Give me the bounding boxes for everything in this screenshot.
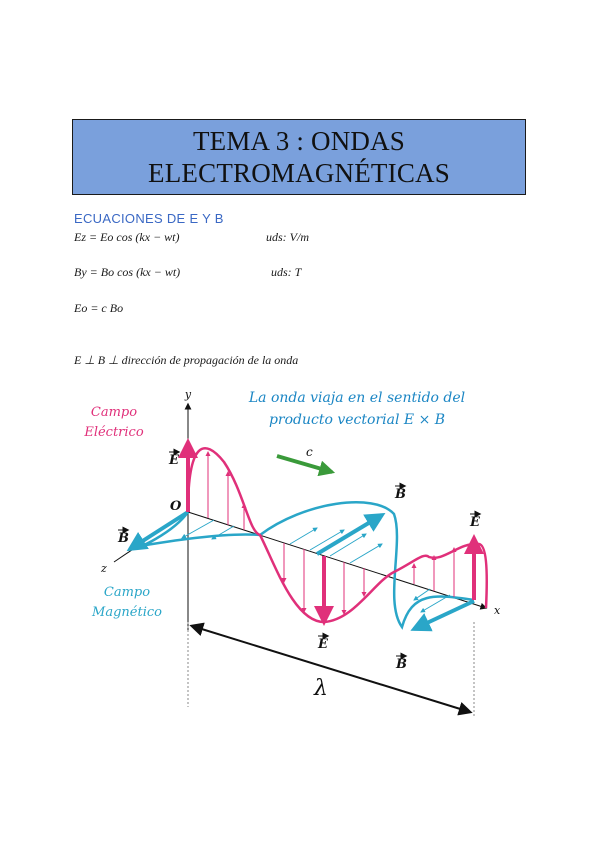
speed-label: c (306, 445, 313, 459)
electric-field-label-2: Eléctrico (84, 425, 144, 440)
figure-caption-line-1: La onda viaja en el sentido del (248, 390, 466, 406)
wavelength-label: λ (314, 676, 328, 701)
electric-field-vectors (208, 452, 454, 614)
title-line-2: ELECTROMAGNÉTICAS (148, 158, 450, 188)
equation-eo (74, 301, 123, 316)
vector-e-label-end: E (470, 515, 480, 530)
perpendicular-statement: E ⊥ B ⊥ dirección de propagación de la onda (74, 353, 299, 367)
section-heading: ECUACIONES DE E Y B (74, 211, 224, 226)
equation-eo-expr: Eo = c Bo (74, 301, 124, 315)
equation-by-expr: By = Bo cos (kx − wt) (74, 265, 181, 279)
equation-by-units: uds: T (271, 265, 302, 279)
title-line-1: TEMA 3 : ONDAS (192, 126, 406, 156)
vector-e-label-trough: E (318, 637, 328, 652)
equation-by (74, 265, 302, 280)
speed-arrow (277, 456, 332, 472)
vector-b-label-end: B (396, 657, 407, 672)
electric-field-label-1: Campo (90, 405, 138, 420)
vector-e-label-origin: E (169, 453, 179, 468)
magnetic-vector-peak (317, 515, 382, 554)
z-axis-label: z (101, 562, 107, 575)
origin-label: O (170, 499, 182, 514)
magnetic-vector-end (414, 601, 474, 629)
x-axis-label: x (494, 604, 501, 617)
em-wave-figure (74, 382, 524, 722)
y-axis-label: y (184, 388, 192, 401)
figure-caption-line-2: producto vectorial E × B (268, 412, 446, 428)
wavelength-arrow (192, 626, 470, 712)
title-banner (72, 119, 526, 195)
magnetic-field-label-2: Magnético (92, 605, 162, 620)
vector-b-label-peak: B (395, 487, 406, 502)
vector-b-label-origin: B (118, 531, 129, 546)
magnetic-field-vectors (182, 520, 450, 612)
magnetic-field-label-1: Campo (103, 585, 151, 600)
equation-ez-expr: Ez = Eo cos (kx − wt) (74, 230, 180, 244)
equation-ez-units: uds: V/m (266, 230, 309, 244)
equation-ez (74, 230, 309, 245)
